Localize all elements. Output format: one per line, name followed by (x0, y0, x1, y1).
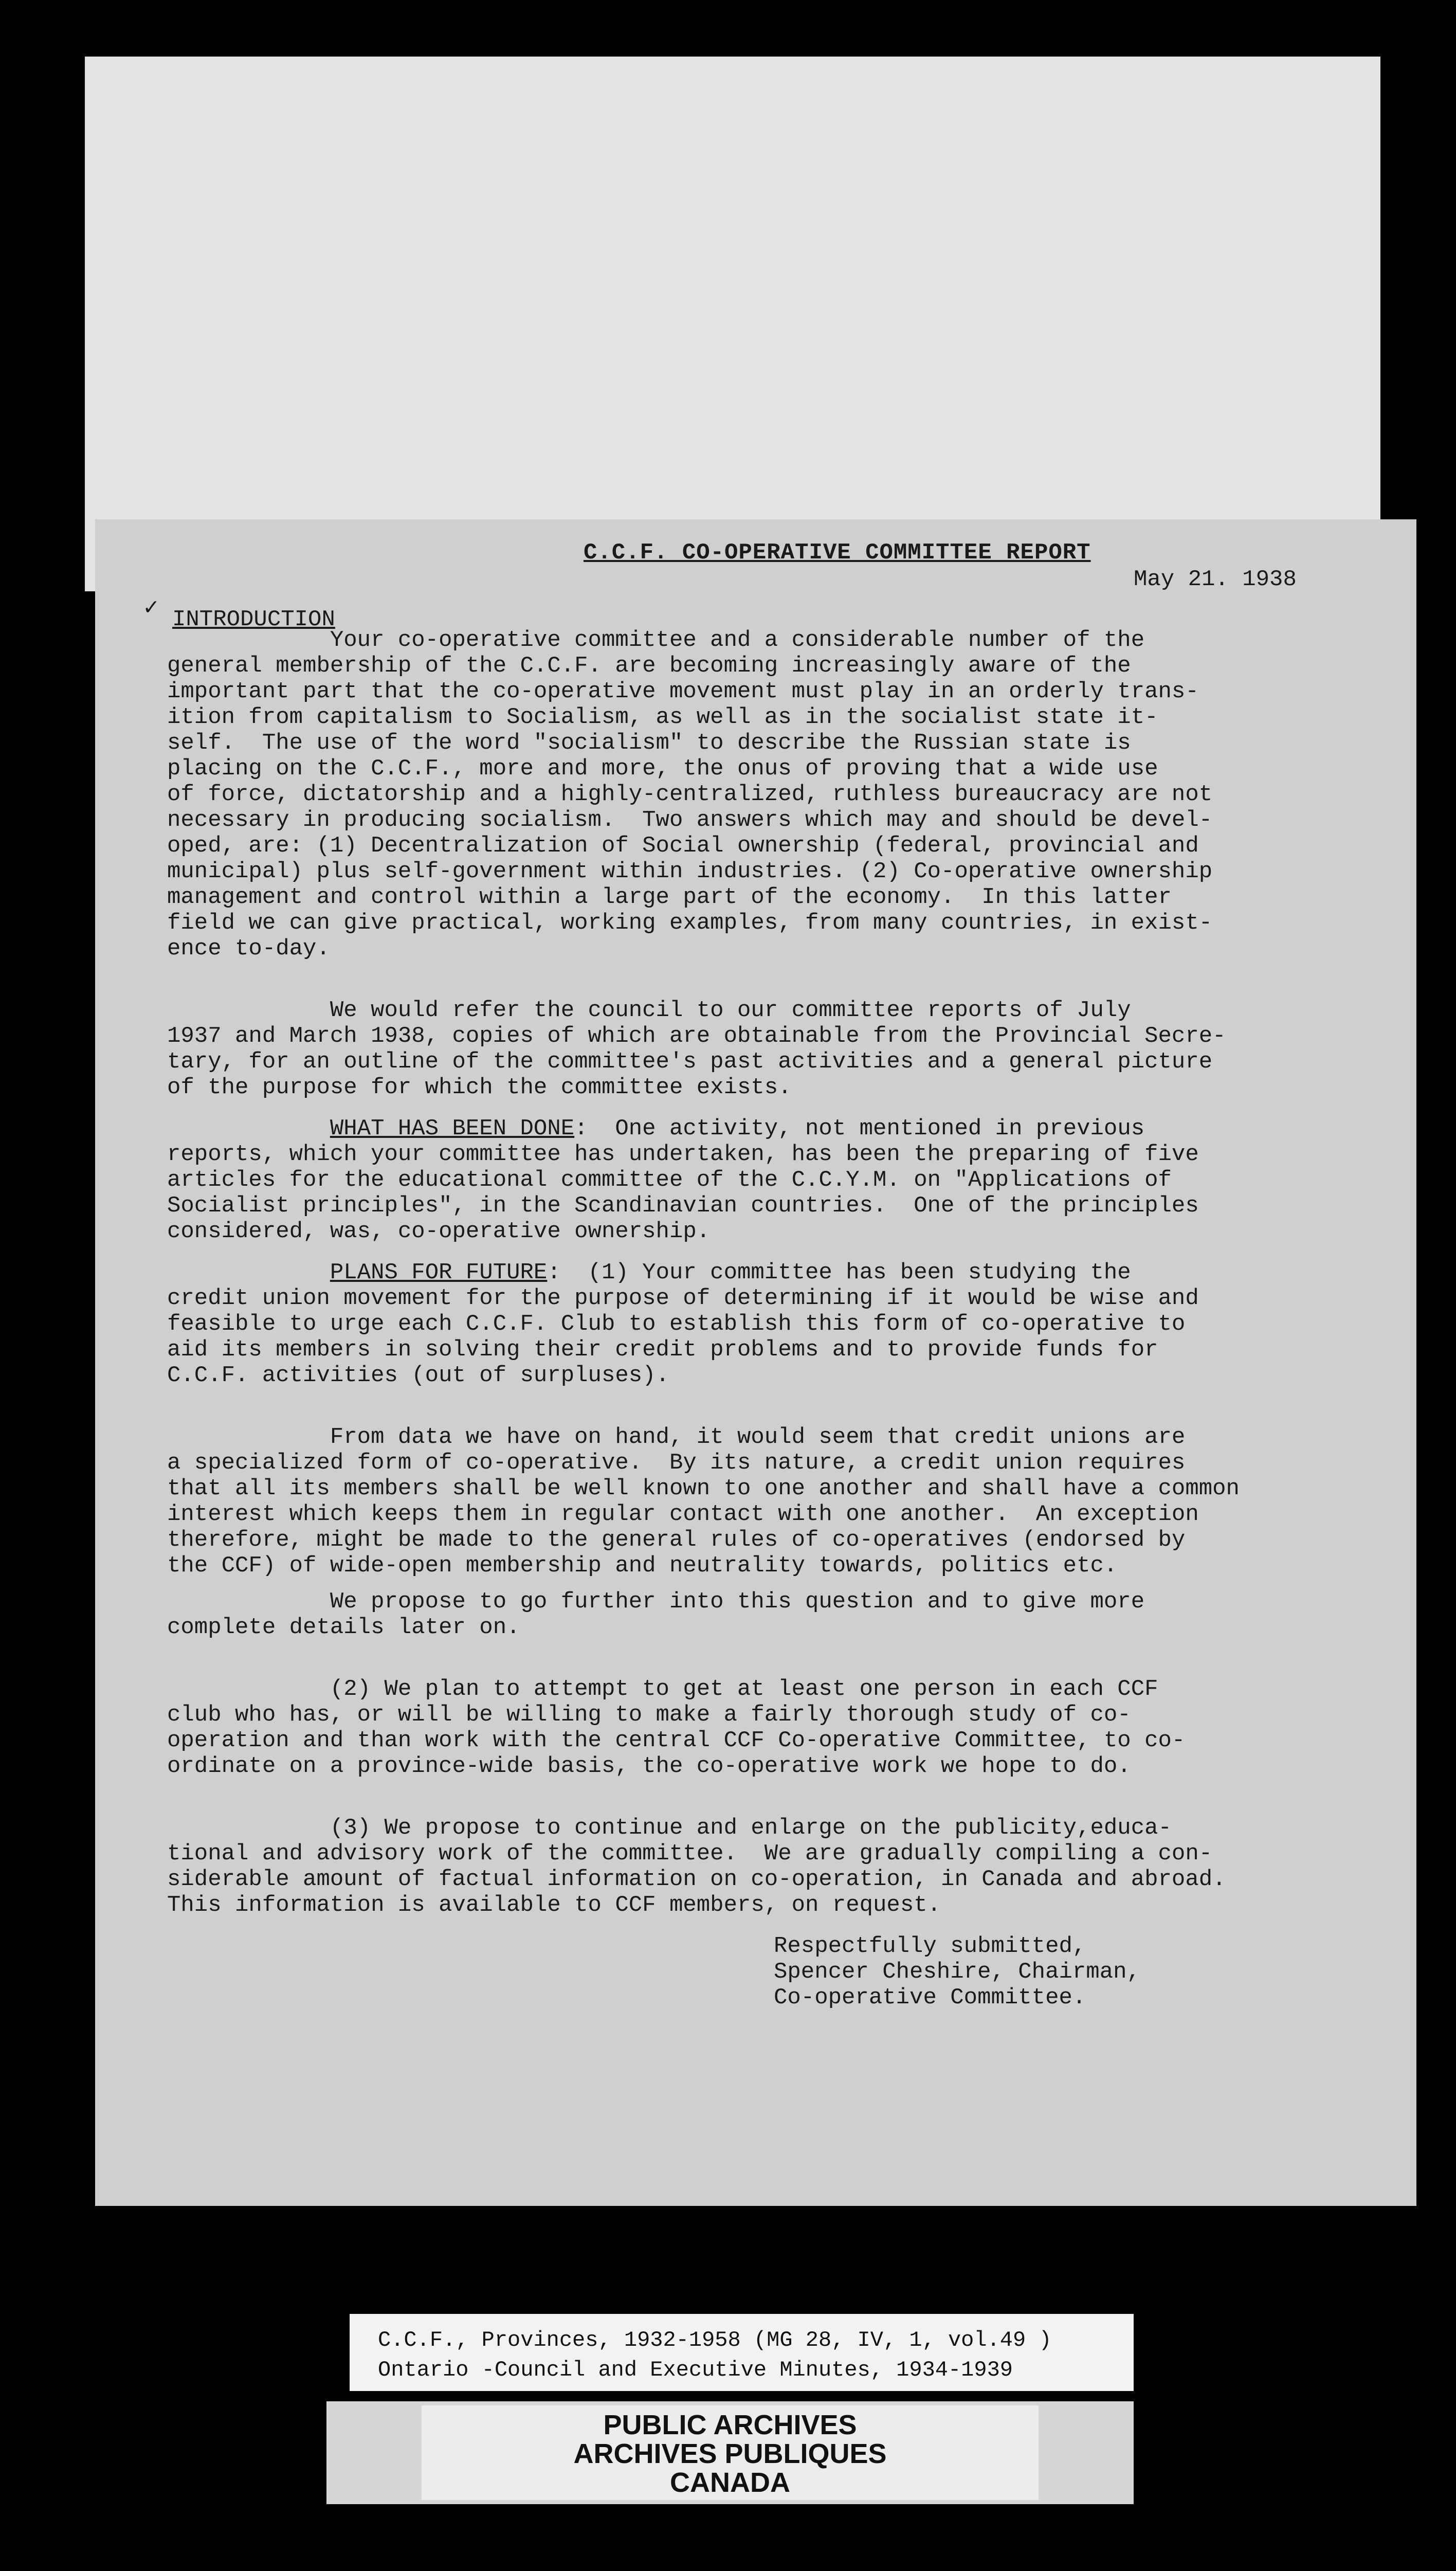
archive-reference-label (350, 2314, 1134, 2391)
propose-paragraph: We propose to go further into this question and to give more complete details later on. (167, 1589, 1145, 1640)
archive-stamp (326, 2401, 1134, 2504)
signature-block: Respectfully submitted, Spencer Cheshire, Chairman, Co-operative Committee. (774, 1933, 1140, 2011)
stamp-line-1: PUBLIC ARCHIVES (603, 2410, 857, 2440)
plans-paragraph (167, 1260, 1380, 1388)
archive-label-line-1: C.C.F., Provinces, 1932-1958 (MG 28, IV, 1, vol.49 ) (378, 2328, 1052, 2352)
archive-stamp-text (422, 2405, 1039, 2500)
done-text: : One activity, not mentioned in previous reports, which your committee has undertaken, has been the preparing of five articles for the educational committee of the C.C.Y.M. on "Applications of Socialist principles", in the Scandinavian countries. One of the principles considered, was, co-operative ownership. (167, 1116, 1199, 1244)
plans-text: : (1) Your committee has been studying the credit union movement for the purpose of determining if it would be wise and feasible to urge each C.C.F. Club to establish this form of co-operative to aid its members in solving their credit problems and to provide funds for C.C.F. activities (out of surpluses). (167, 1260, 1199, 1388)
archive-label-line-2: Ontario -Council and Executive Minutes, 1934-1939 (378, 2358, 1013, 2382)
done-heading: WHAT HAS BEEN DONE (330, 1116, 575, 1142)
credit-paragraph: From data we have on hand, it would seem that credit unions are a specialized form of co-operative. By its nature, a credit union requires that all its members shall be well known to one another and shall have a common interest which keeps them in regular contact with one another. An exception therefore, might be made to the general rules of co-operatives (endorsed by the CCF) of wide-open membership and neutrality towards, politics etc. (167, 1424, 1240, 1579)
backing-sheet (85, 57, 1380, 591)
done-paragraph (167, 1116, 1380, 1244)
council-paragraph: We would refer the council to our committee reports of July 1937 and March 1938, copies of which are obtainable from the Provincial Secre- tary, for an outline of the committee's past activities and a general picture of the purpose for which the committee exists. (167, 998, 1226, 1100)
report-page (95, 519, 1416, 2206)
report-title: C.C.F. CO-OPERATIVE COMMITTEE REPORT (584, 540, 1091, 566)
introduction-paragraph: Your co-operative committee and a considerable number of the general membership of the C.C.F. are becoming increasingly aware of the important part that the co-operative movement must play in an orderly trans- ition from capitalism to Socialism, as well as in the socialist state it- self. The use of the word "socialism" to describe the Russian state is placing on the C.C.F., more and more, the onus of proving that a wide use of force, dictatorship and a highly-centralized, ruthless bureaucracy are not necessary in producing socialism. Two answers which may and should be devel- oped, are: (1) Decentralization of Social ownership (federal, provincial and municipal) plus self-government within industries. (2) Co-operative ownership management and control within a large part of the economy. In this latter field we can give practical, working examples, from many countries, in exist- ence to-day. (167, 627, 1213, 962)
plan-2-paragraph: (2) We plan to attempt to get at least one person in each CCF club who has, or will be willing to make a fairly thorough study of co- operation and than work with the central CCF Co-operative Committee, to co- ordinate on a province-wide basis, the co-operative work we hope to do. (167, 1676, 1186, 1779)
report-date: May 21. 1938 (1134, 567, 1297, 592)
stamp-line-3: CANADA (670, 2467, 790, 2498)
introduction-heading: INTRODUCTION (172, 607, 335, 632)
plans-heading: PLANS FOR FUTURE (330, 1260, 548, 1286)
stamp-line-2: ARCHIVES PUBLIQUES (573, 2438, 887, 2469)
plan-3-paragraph: (3) We propose to continue and enlarge on the publicity,educa- tional and advisory work of the committee. We are gradually compiling a con- siderable amount of factual information on co-operation, in Canada and abroad. This information is available to CCF members, on request. (167, 1815, 1226, 1918)
check-mark: ✓ (144, 595, 158, 622)
